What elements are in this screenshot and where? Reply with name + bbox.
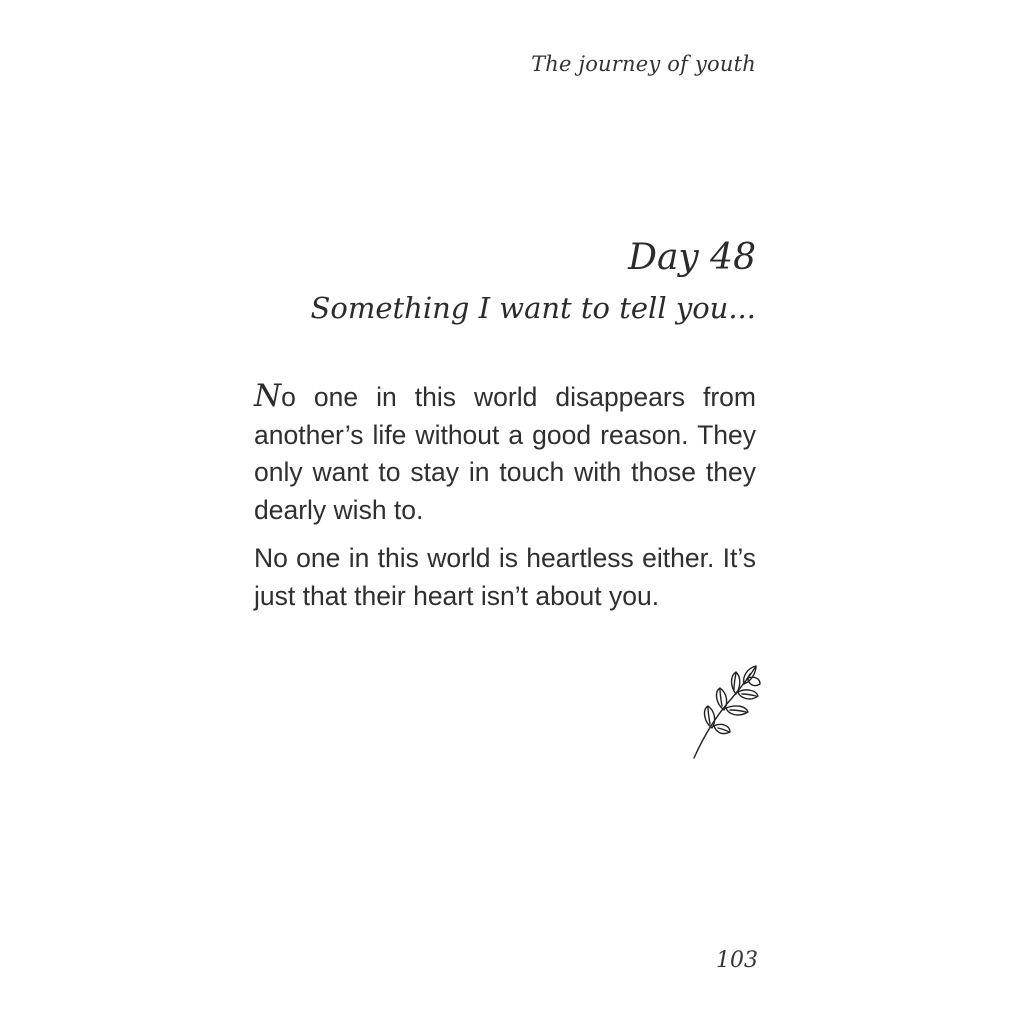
body-text: [254, 378, 756, 626]
leaf-sprig-icon: [688, 662, 762, 762]
paragraph-1: [254, 378, 756, 529]
day-title: Day 48: [628, 237, 756, 278]
chapter-heading: [311, 232, 756, 332]
paragraph-1-text: o one in this world disappears from another’s life without a good reason. They only want to stay in touch with those they dearly wish to.: [254, 382, 756, 525]
day-subtitle: Something I want to tell you...: [310, 291, 756, 325]
running-header: The journey of youth: [531, 52, 756, 76]
paragraph-2: No one in this world is heartless either. It’s just that their heart isn’t about you.: [254, 543, 756, 611]
decorative-initial: N: [254, 378, 282, 414]
page-number: 103: [716, 948, 758, 973]
